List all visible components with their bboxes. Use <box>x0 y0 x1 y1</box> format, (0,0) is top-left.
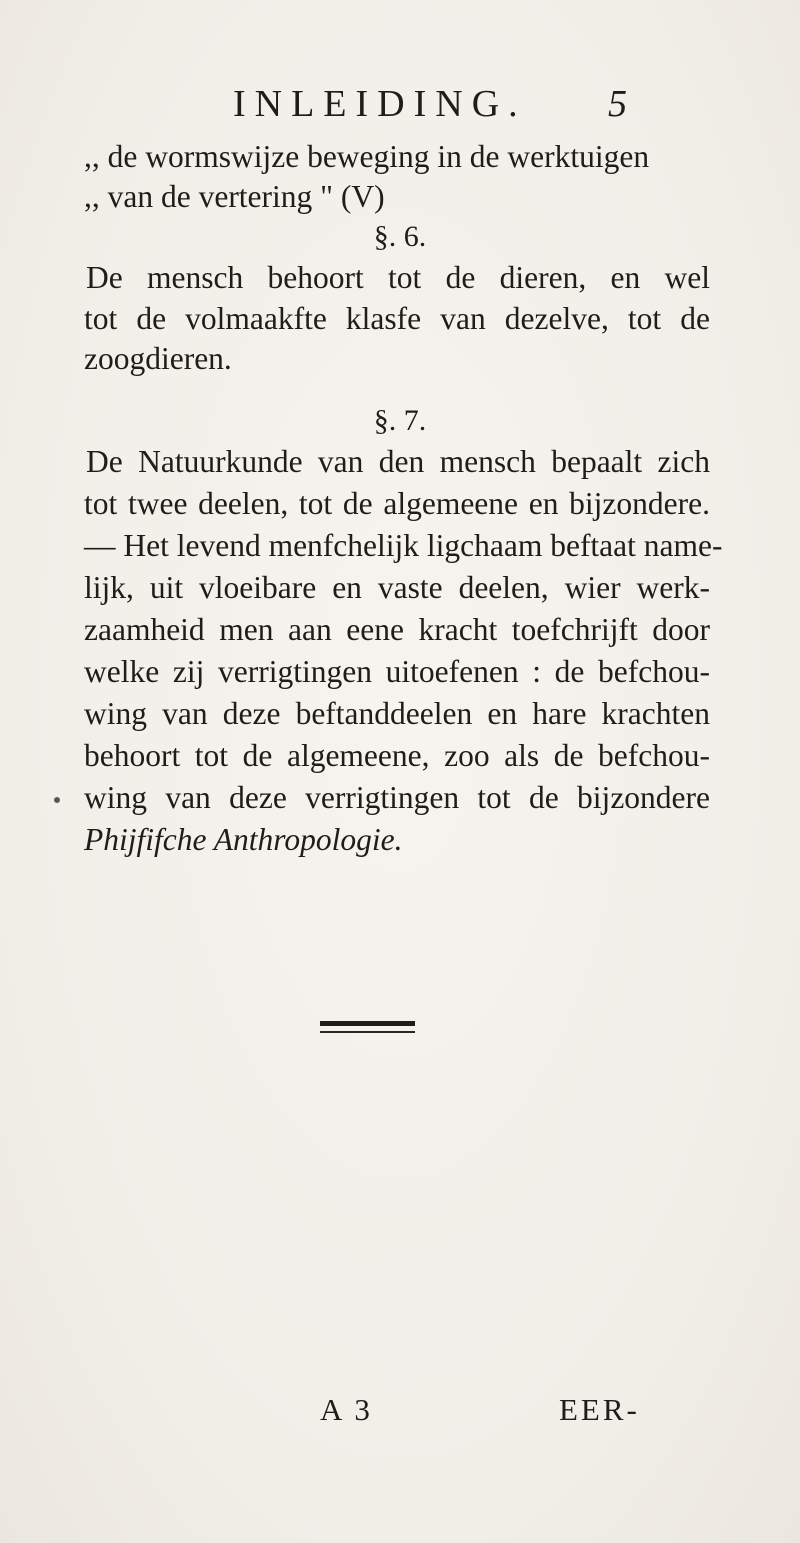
section-heading: §. 7. <box>373 404 427 437</box>
text-line: wing van deze beftanddeelen en hare krachten <box>84 696 710 731</box>
text-line: behoort tot de algemeene, zoo als de befchou- <box>84 738 710 773</box>
text-line: — Het levend menfchelijk ligchaam beftaat name- <box>84 528 723 563</box>
end-rule-thick <box>320 1021 415 1026</box>
text-line: tot de volmaakfte klasfe van dezelve, tot de <box>84 301 710 336</box>
text-line: ,, van de vertering " (V) <box>84 179 385 214</box>
text-line: zoogdieren. <box>84 341 232 376</box>
text-line: De Natuurkunde van den mensch bepaalt zich <box>86 444 710 479</box>
text-line: lijk, uit vloeibare en vaste deelen, wier werk- <box>84 570 710 605</box>
end-rule-thin <box>320 1031 415 1033</box>
text-line: De mensch behoort tot de dieren, en wel <box>86 260 710 295</box>
text-line: tot twee deelen, tot de algemeene en bijzondere. <box>84 486 710 521</box>
text-line: welke zij verrigtingen uitoefenen : de befchou- <box>84 654 710 689</box>
page-number: 5 <box>608 83 627 125</box>
section-heading: §. 6. <box>373 220 427 253</box>
paper-speck <box>54 797 60 803</box>
catchword: EER- <box>559 1392 640 1427</box>
text-line: ,, de wormswijze beweging in de werktuigen <box>84 139 650 174</box>
signature-mark: A 3 <box>320 1392 373 1427</box>
running-title: INLEIDING. <box>233 83 527 125</box>
text-line: wing van deze verrigtingen tot de bijzondere <box>84 780 710 815</box>
text-line-italic: Phijfifche Anthropologie. <box>84 822 403 857</box>
text-line: zaamheid men aan eene kracht toefchrijft door <box>84 612 710 647</box>
